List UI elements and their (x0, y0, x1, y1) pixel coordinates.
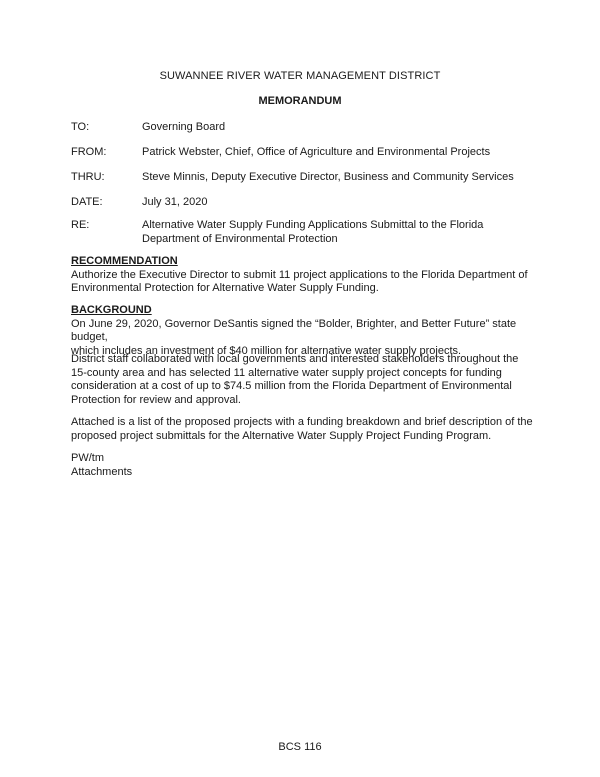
background-paragraph-3 (71, 416, 541, 443)
background-line: Attached is a list of the proposed projects with a funding breakdown and brief description of the (71, 416, 533, 428)
field-value: July 31, 2020 (142, 196, 208, 208)
recommendation-line: Authorize the Executive Director to submit 11 project applications to the Florida Department of (71, 268, 528, 281)
initials: PW/tm (71, 452, 104, 464)
background-heading: BACKGROUND (71, 304, 152, 316)
background-line: 15-county area and has selected 11 alternative water supply project concepts for funding (71, 366, 502, 379)
background-paragraph-2 (71, 353, 541, 407)
memo-field-from (71, 146, 531, 160)
field-label: TO: (71, 121, 90, 133)
field-label: DATE: (71, 196, 103, 208)
memo-field-re (71, 219, 531, 246)
recommendation-heading: RECOMMENDATION (71, 255, 178, 267)
memo-title: MEMORANDUM (258, 95, 342, 107)
background-line: District staff collaborated with local governments and interested stakeholders throughout the (71, 353, 519, 365)
re-line: Alternative Water Supply Funding Applications Submittal to the Florida (142, 219, 484, 231)
attachments-label: Attachments (71, 465, 133, 478)
page-footer-label: BCS 116 (278, 741, 322, 753)
re-line: Department of Environmental Protection (142, 232, 338, 245)
field-label: RE: (71, 219, 90, 231)
memo-field-date (71, 196, 531, 210)
background-line: Protection for review and approval. (71, 393, 241, 406)
background-section (71, 304, 541, 358)
field-value: Steve Minnis, Deputy Executive Director, Business and Community Services (142, 171, 514, 183)
recommendation-section (71, 255, 541, 296)
background-line: proposed project submittals for the Alternative Water Supply Project Funding Program. (71, 429, 492, 442)
memo-field-to (71, 121, 531, 135)
field-value: Governing Board (142, 121, 226, 133)
closing-block (71, 452, 541, 479)
recommendation-line: Environmental Protection for Alternative Water Supply Funding. (71, 282, 379, 294)
field-label: FROM: (71, 146, 107, 158)
field-label: THRU: (71, 171, 105, 183)
background-line: which includes an investment of $40 million for alternative water supply projects. (71, 344, 462, 357)
field-value: Patrick Webster, Chief, Office of Agriculture and Environmental Projects (142, 146, 491, 158)
memo-field-thru (71, 171, 531, 185)
field-value (142, 219, 531, 246)
background-line: consideration at a cost of up to $74.5 million from the Florida Department of Environmental (71, 380, 512, 392)
organization-name: SUWANNEE RIVER WATER MANAGEMENT DISTRICT (159, 70, 441, 82)
background-line: On June 29, 2020, Governor DeSantis signed the “Bolder, Brighter, and Better Future” state budget, (71, 317, 517, 343)
